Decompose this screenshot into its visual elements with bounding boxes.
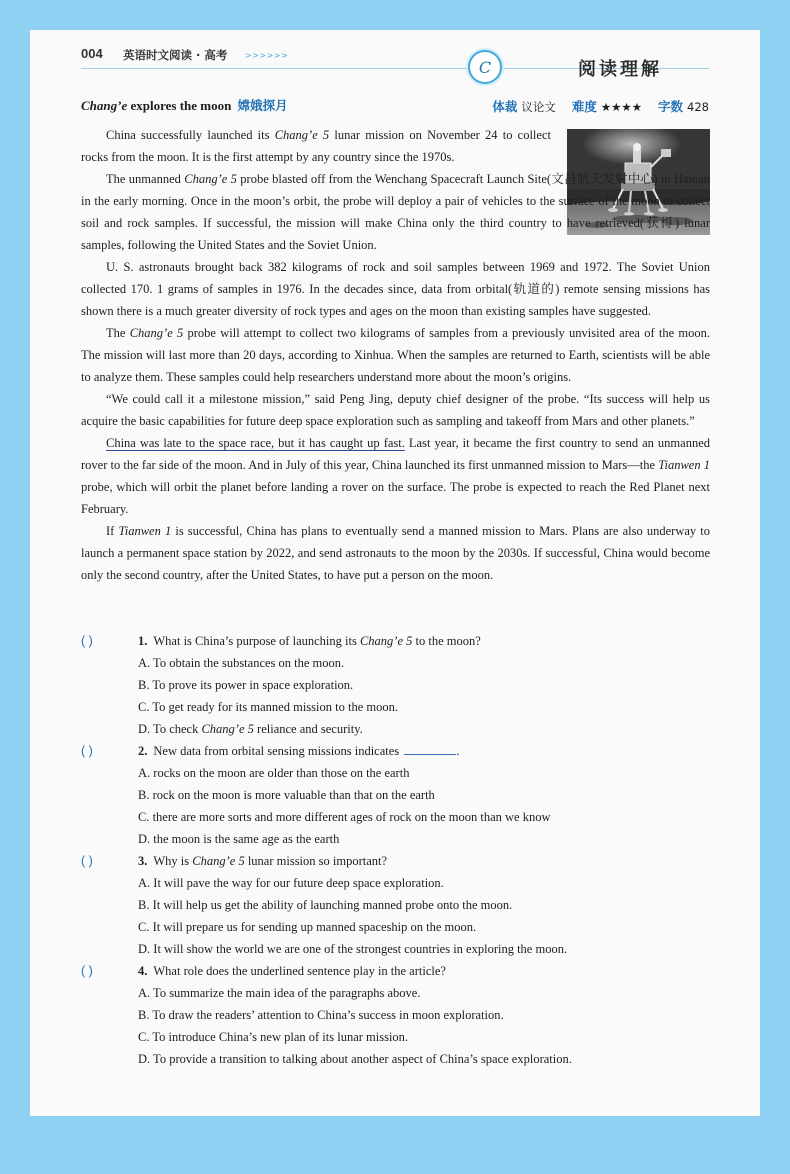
genre-value: 议论文	[521, 100, 556, 114]
answer-blank-4[interactable]: ( )	[81, 964, 93, 978]
article-meta	[492, 97, 709, 115]
question-1: ( ) 1. What is China’s purpose of launching its Chang’e 5 to the moon?	[81, 630, 710, 652]
answer-blank-2[interactable]: ( )	[81, 744, 93, 758]
paragraph-2: The unmanned Chang’e 5 probe blasted off from the Wenchang Spacecraft Launch Site(文昌航天发射中心) in Hainan in the early morning. Once in the moon’s orbit, the probe will deploy a pair of vehicles to the surface of the moon to collect soil and rock samples. If successful, the mission will make China only the third country to have retrieved(获得) lunar samples, following the United States and the Soviet Union.	[81, 172, 710, 252]
article-body	[81, 124, 710, 586]
option: B. To draw the readers’ attention to China’s success in moon exploration.	[138, 1008, 504, 1022]
word-count-label: 字数	[658, 99, 684, 114]
question-number: 4.	[138, 964, 148, 978]
article-title	[81, 96, 288, 114]
option: D. To check Chang’e 5 reliance and security.	[138, 722, 363, 736]
section-badge-icon	[468, 50, 502, 84]
paragraph-5: “We could call it a milestone mission,” said Peng Jing, deputy chief designer of the probe. “Its success will help us acquire the basic capabilities for future deep space exploration such as sampling and takeoff from Mars and other planets.”	[81, 392, 710, 428]
option: C. It will prepare us for sending up manned spaceship on the moon.	[138, 920, 477, 934]
paragraph-1: China successfully launched its Chang’e 5 lunar mission on November 24 to collect rocks from the moon. It is the first attempt by any country since the 1970s.	[81, 128, 551, 164]
question-3: ( ) 3. Why is Chang’e 5 lunar mission so important?	[81, 850, 710, 872]
option: B. rock on the moon is more valuable than that on the earth	[138, 788, 435, 802]
paragraph-4: The Chang’e 5 probe will attempt to collect two kilograms of samples from a previously unvisited area of the moon. The mission will last more than 20 days, according to Xinhua. When the samples are returned to Earth, scientists will be able to analyze them. These samples could help researchers understand more about the moon’s origins.	[81, 326, 710, 384]
paragraph-7: If Tianwen 1 is successful, China has plans to eventually send a manned mission to Mars. Plans are also underway to launch a permanent space station by 2022, and send astronauts to the moon by the 2030s. If successful, China would become only the second country, after the United States, to have put a person on the moon.	[81, 524, 711, 582]
title-italic: Chang’e	[81, 98, 128, 113]
option: A. It will pave the way for our future deep space exploration.	[138, 876, 444, 890]
option: C. To get ready for its manned mission to the moon.	[138, 700, 398, 714]
option: D. the moon is the same age as the earth	[138, 832, 340, 846]
book-title: 英语时文阅读 · 高考	[123, 48, 228, 62]
question-4: ( ) 4. What role does the underlined sentence play in the article?	[81, 960, 710, 982]
difficulty-stars: ★★★★	[600, 100, 643, 114]
page-number: 004	[81, 46, 103, 61]
option: A. To summarize the main idea of the paragraphs above.	[138, 986, 421, 1000]
underlined-sentence: China was late to the space race, but it has caught up fast.	[106, 436, 405, 450]
header-arrows: >>>>>>	[245, 51, 289, 60]
badge-letter: C	[478, 57, 492, 77]
option: A. rocks on the moon are older than those on the earth	[138, 766, 410, 780]
section-title: 阅读理解	[578, 59, 662, 80]
question-number: 1.	[138, 634, 148, 648]
textbook-page	[30, 30, 760, 1116]
question-2: ( ) 2. New data from orbital sensing missions indicates .	[81, 740, 710, 762]
option: B. It will help us get the ability of launching manned probe onto the moon.	[138, 898, 513, 912]
option: D. It will show the world we are one of the strongest countries in exploring the moon.	[138, 942, 568, 956]
title-chinese: 嫦娥探月	[237, 98, 288, 113]
header-rule-left	[81, 68, 471, 69]
option: B. To prove its power in space exploration.	[138, 678, 354, 692]
genre-label: 体裁	[492, 99, 518, 114]
option: C. To introduce China’s new plan of its lunar mission.	[138, 1030, 409, 1044]
option: C. there are more sorts and more different ages of rock on the moon than we know	[138, 810, 551, 824]
word-count-value: 428	[687, 100, 709, 114]
question-number: 2.	[138, 744, 148, 758]
answer-blank-3[interactable]: ( )	[81, 854, 93, 868]
difficulty-label: 难度	[571, 99, 597, 114]
fill-in-blank[interactable]	[404, 740, 456, 755]
paragraph-3: U. S. astronauts brought back 382 kilograms of rock and soil samples between 1969 and 1972. The Soviet Union collected 170. 1 grams of samples in 1976. In the decades since, data from orbital(轨道的) remote sensing missions has shown there is a much greater diversity of rock types and ages on the moon than existing samples have suggested.	[81, 260, 710, 318]
answer-blank-1[interactable]: ( )	[81, 634, 93, 648]
title-rest: explores the moon	[127, 98, 232, 113]
questions-section	[81, 630, 710, 1070]
option: D. To provide a transition to talking about another aspect of China’s space exploration.	[138, 1052, 572, 1066]
option: A. To obtain the substances on the moon.	[138, 656, 345, 670]
question-number: 3.	[138, 854, 148, 868]
paragraph-6: China was late to the space race, but it has caught up fast. Last year, it became the first country to send an unmanned rover to the far side of the moon. And in July of this year, China launched its first unmanned mission to Mars—the Tianwen 1 probe, which will orbit the planet before landing a rover on the surface. The probe is expected to reach the Red Planet next February.	[81, 436, 711, 516]
